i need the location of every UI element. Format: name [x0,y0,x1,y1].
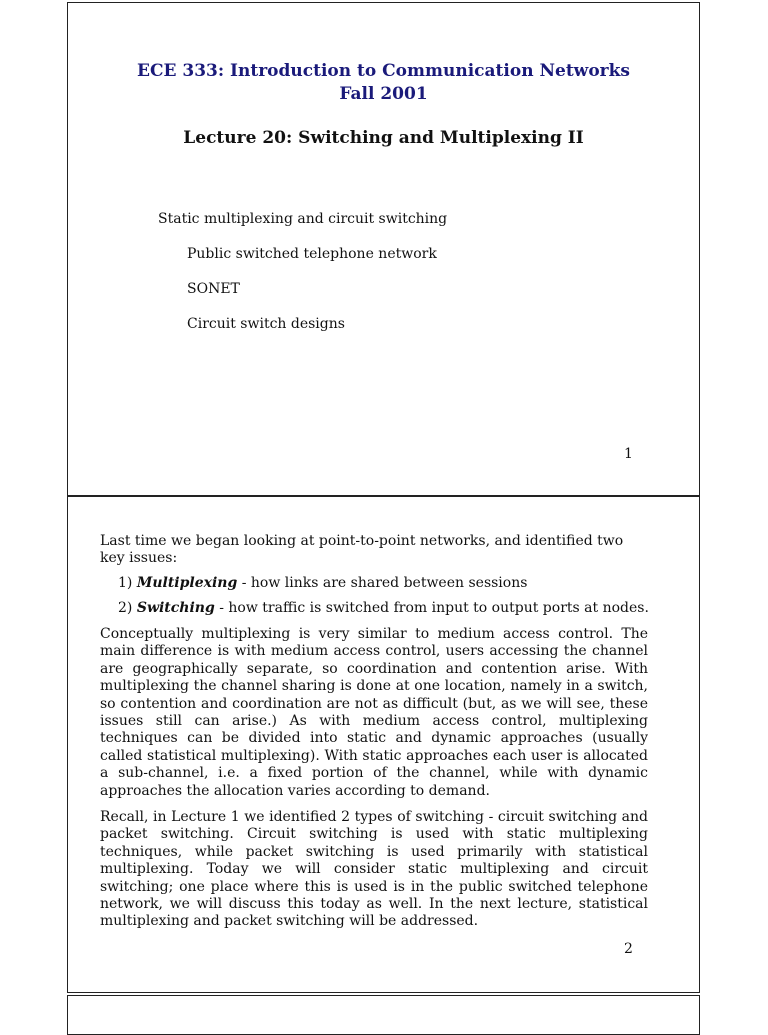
item-number: 1) [118,575,133,591]
list-item [118,575,527,591]
slide-2 [67,496,700,993]
item-term: Switching [136,600,215,616]
paragraph-multiplexing: Conceptually multiplexing is very similar to medium access control. The main difference is with medium access control, users accessing the channel are geographically separate, so coordination and contention arise. With multiplexing the channel sharing is done at one location, namely in a switch, so contention and coordination are not as difficult (but, as we will see, these issues still can arise.) As with medium access control, multiplexing techniques can be divided into static and dynamic approaches (usually called statistical multiplexing). With static approaches each user is allocated a sub-channel, i.e. a fixed portion of the channel, while with dynamic approaches the allocation varies according to demand. [100,626,648,799]
subtopic-sonet: SONET [187,281,240,297]
paragraph-switching: Recall, in Lecture 1 we identified 2 types of switching - circuit switching and packet switching. Circuit switching is used with static multiplexing techniques, while packet switching is used primarily with statistical multiplexing. Today we will consider static multiplexing and circuit switching; one place where this is used is in the public switched telephone network, we will discuss this today as well. In the next lecture, statistical multiplexing and packet switching will be addressed. [100,809,648,930]
subtopic-switch-designs: Circuit switch designs [187,316,345,332]
item-term: Multiplexing [136,575,238,591]
item-number: 2) [118,600,133,616]
intro-text: Last time we began looking at point-to-point networks, and identified two key issues: [100,533,624,567]
course-title: ECE 333: Introduction to Communication Networks [137,61,630,81]
lecture-title: Lecture 20: Switching and Multiplexing II [183,128,584,148]
term-label: Fall 2001 [339,84,428,104]
item-description: - how traffic is switched from input to output ports at nodes. [214,600,649,616]
list-item [118,600,649,616]
page-number: 1 [624,446,633,462]
slide-3 [67,995,700,1035]
page-number: 2 [624,941,633,957]
item-description: - how links are shared between sessions [237,575,528,591]
subtopic-pstn: Public switched telephone network [187,246,437,262]
slide-1 [67,2,700,496]
topic-main: Static multiplexing and circuit switching [158,211,448,227]
